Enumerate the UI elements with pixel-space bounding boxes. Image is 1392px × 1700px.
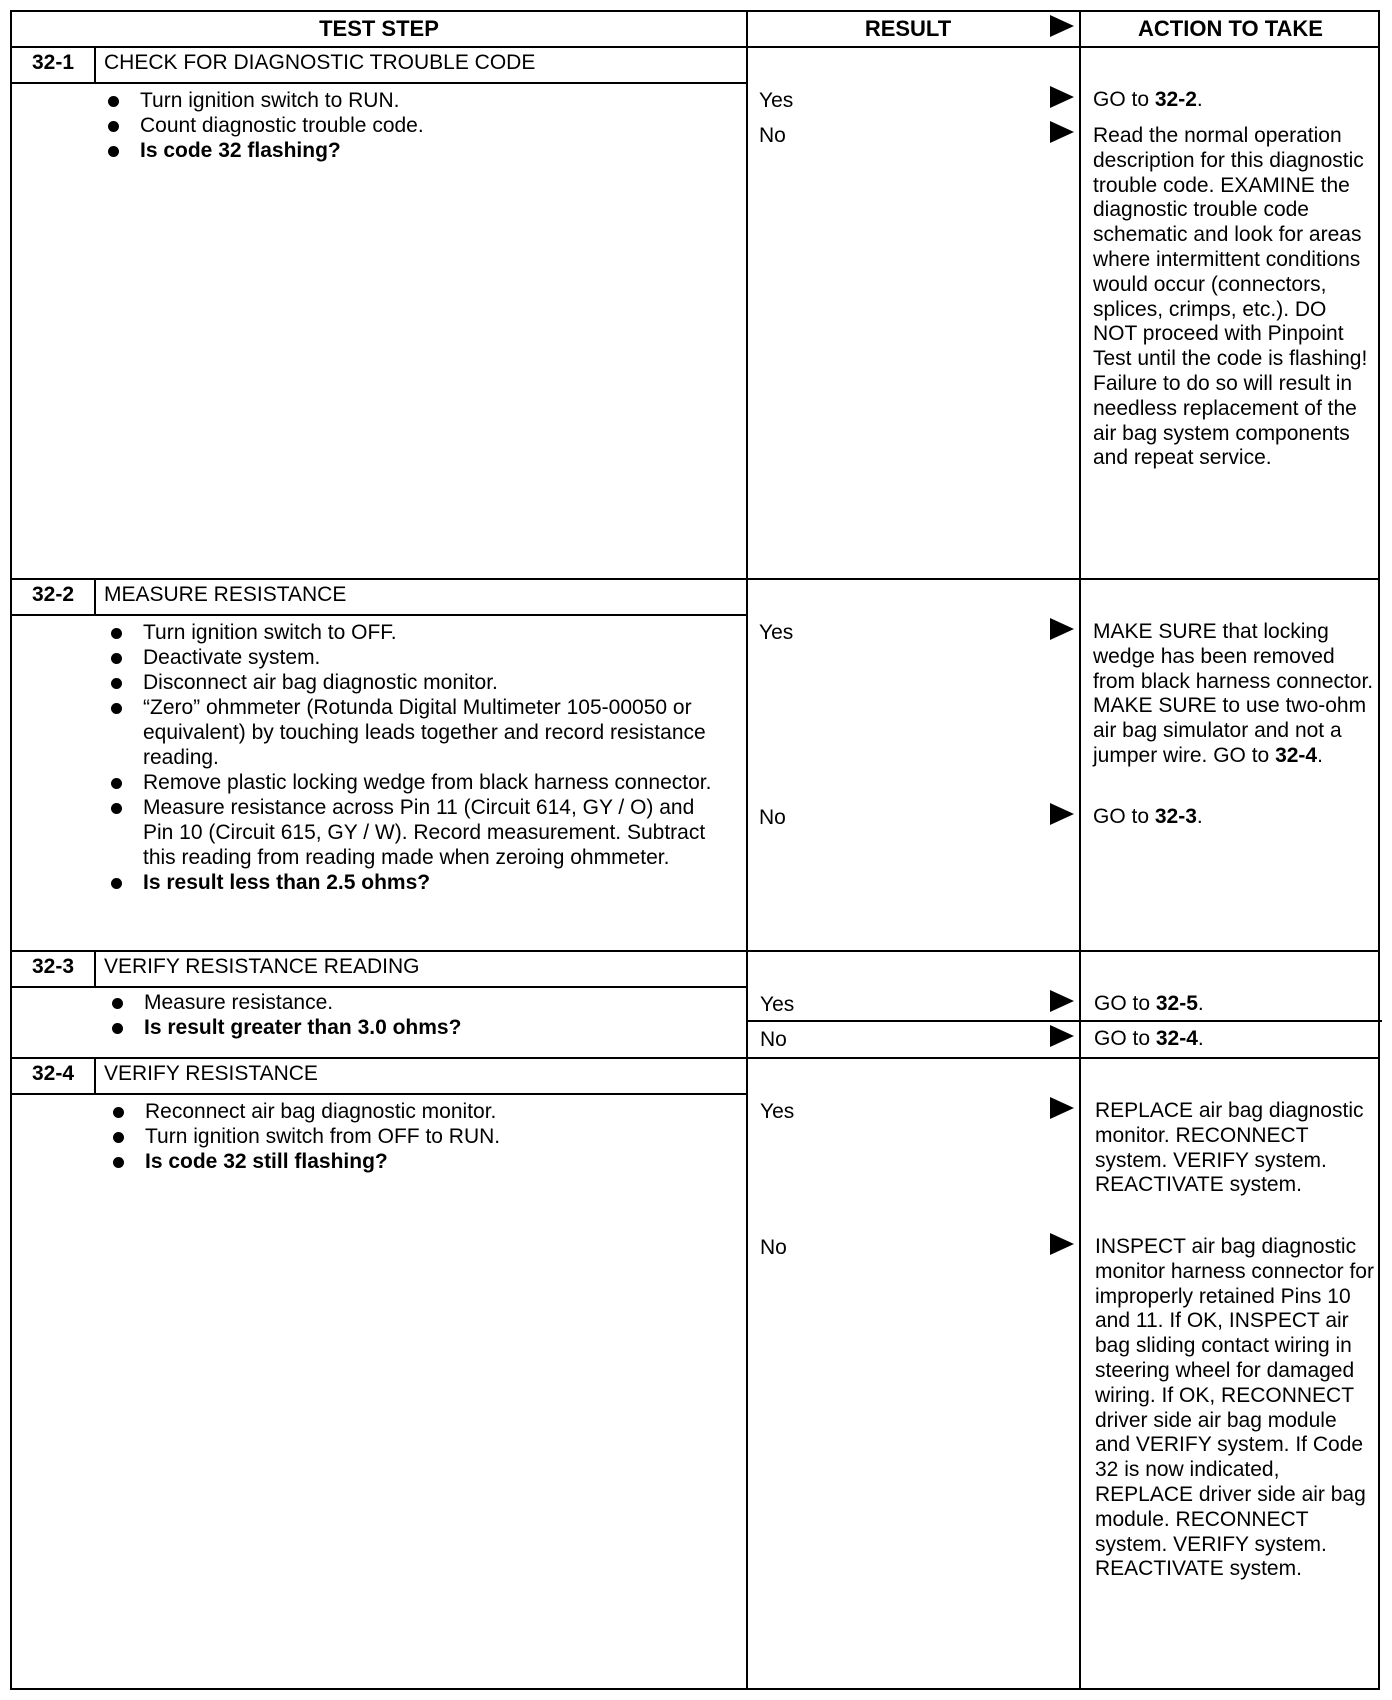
step-id: 32-3 [31, 955, 75, 978]
result-yes: Yes [760, 1100, 795, 1123]
title-divider [94, 1057, 96, 1093]
result-yes: Yes [759, 89, 794, 112]
arrow-icon [1050, 86, 1074, 108]
action-no [1093, 805, 1375, 830]
list-item: Measure resistance across Pin 11 (Circuit 614, GY / O) and Pin 10 (Circuit 615, GY / W). Record measurement. Subtract this reading from reading made when zeroing ohmmeter. [107, 795, 727, 870]
action-no: INSPECT air bag diagnostic monitor harness connector for improperly retained Pins 10 and 11. If OK, INSPECT air bag sliding contact wiring in steering wheel for damaged wiring. If OK, RECONNECT driver side air bag module and VERIFY system. If Code 32 is now indicated, REPLACE driver side air bag module. RECONNECT system. VERIFY system. REACTIVATE system. [1095, 1235, 1374, 1581]
result-divider [748, 1020, 1079, 1022]
action-ref: 32-5 [1155, 992, 1198, 1015]
arrow-icon [1050, 1097, 1074, 1119]
action-tail: . [1196, 805, 1203, 828]
action-text: GO to [1093, 88, 1155, 111]
action-text: GO to [1094, 1027, 1156, 1050]
list-item: Disconnect air bag diagnostic monitor. [107, 670, 727, 695]
arrow-icon [1050, 121, 1074, 143]
list-item: Measure resistance. [108, 990, 728, 1015]
result-yes: Yes [759, 621, 794, 644]
action-ref: 32-3 [1154, 805, 1197, 828]
step-title: VERIFY RESISTANCE READING [104, 955, 420, 978]
step-title: CHECK FOR DIAGNOSTIC TROUBLE CODE [104, 51, 536, 74]
list-item: Remove plastic locking wedge from black harness connector. [107, 770, 727, 795]
action-ref: 32-2 [1154, 88, 1197, 111]
result-no: No [759, 806, 786, 829]
arrow-icon [1050, 618, 1074, 640]
list-item: “Zero” ohmmeter (Rotunda Digital Multimeter 105-00050 or equivalent) by touching leads together and record resistance reading. [107, 695, 727, 770]
step-title: VERIFY RESISTANCE [104, 1062, 318, 1085]
step-id: 32-1 [31, 51, 75, 74]
step-id: 32-2 [31, 583, 75, 606]
list-item: Reconnect air bag diagnostic monitor. [109, 1099, 729, 1124]
title-divider [94, 46, 96, 82]
list-item: Turn ignition switch from OFF to RUN. [109, 1124, 729, 1149]
action-yes [1093, 88, 1375, 113]
action-divider [1081, 1020, 1382, 1022]
action-tail: . [1197, 1027, 1204, 1050]
action-tail: . [1196, 88, 1203, 111]
result-no: No [760, 1028, 787, 1051]
step-question: Is code 32 flashing? [104, 138, 724, 163]
step-question: Is code 32 still flashing? [109, 1149, 729, 1174]
header-arrow-icon [1050, 15, 1074, 37]
list-item: Count diagnostic trouble code. [104, 113, 724, 138]
action-text: GO to [1093, 805, 1155, 828]
title-underline [12, 82, 746, 84]
step-question: Is result greater than 3.0 ohms? [108, 1015, 728, 1040]
action-yes [1093, 620, 1379, 769]
arrow-icon [1050, 1025, 1074, 1047]
step-title: MEASURE RESISTANCE [104, 583, 347, 606]
title-divider [94, 950, 96, 986]
action-yes [1094, 992, 1376, 1017]
result-no: No [759, 124, 786, 147]
step-id: 32-4 [31, 1062, 75, 1085]
header-test-step: TEST STEP [319, 16, 439, 41]
arrow-icon [1050, 990, 1074, 1012]
step-bullets [104, 88, 724, 163]
divider-result-action [1079, 12, 1081, 1688]
action-ref: 32-4 [1155, 1027, 1198, 1050]
action-no [1094, 1027, 1376, 1052]
title-underline [12, 1093, 746, 1095]
list-item: Deactivate system. [107, 645, 727, 670]
title-underline [12, 614, 746, 616]
title-underline [12, 986, 746, 988]
action-no: Read the normal operation description for this diagnostic trouble code. EXAMINE the diagnostic trouble code schematic and look for areas where intermittent conditions would occur (connectors, splices, crimps, etc.). DO NOT proceed with Pinpoint Test until the code is flashing! Failure to do so will result in needless replacement of the air bag system components and repeat service. [1093, 124, 1368, 470]
action-ref: 32-4 [1275, 743, 1318, 767]
divider-test-result [746, 12, 748, 1688]
arrow-icon [1050, 1233, 1074, 1255]
step-question: Is result less than 2.5 ohms? [107, 870, 727, 895]
list-item: Turn ignition switch to OFF. [107, 620, 727, 645]
action-tail: . [1197, 992, 1204, 1015]
action-tail: . [1317, 743, 1323, 767]
result-no: No [760, 1236, 787, 1259]
action-text: MAKE SURE that locking wedge has been removed from black harness connector. MAKE SURE to use two-ohm air bag simulator and not a jumper wire. GO to [1093, 620, 1374, 767]
header-action: ACTION TO TAKE [1138, 16, 1323, 41]
diagnostic-table [10, 10, 1380, 1690]
step-bullets [108, 990, 728, 1040]
step-bullets [107, 620, 727, 895]
arrow-icon [1050, 803, 1074, 825]
header-result: RESULT [864, 16, 952, 41]
step-bullets [109, 1099, 729, 1174]
title-divider [94, 578, 96, 614]
result-yes: Yes [760, 993, 795, 1016]
action-yes: REPLACE air bag diagnostic monitor. RECONNECT system. VERIFY system. REACTIVATE system. [1095, 1099, 1364, 1197]
list-item: Turn ignition switch to RUN. [104, 88, 724, 113]
action-text: GO to [1094, 992, 1156, 1015]
